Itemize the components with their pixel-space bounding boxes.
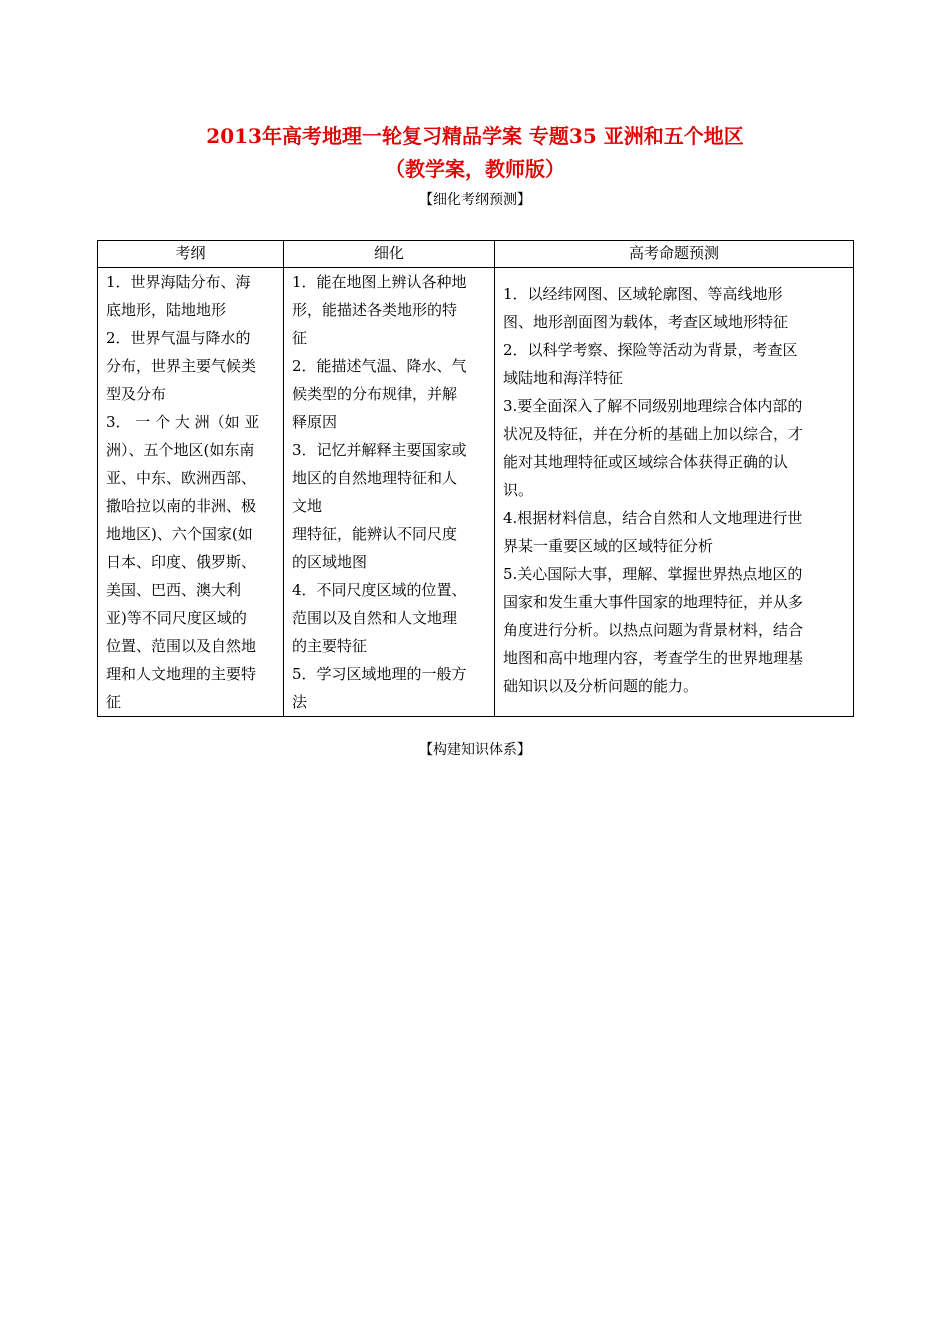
header-refinement: 细化 (284, 241, 495, 268)
cell-line: 3.要全面深入了解不同级别地理综合体内部的 (503, 397, 803, 415)
cell-line: 能对其地理特征或区域综合体获得正确的认 (503, 453, 789, 471)
cell-line: 日本、印度、俄罗斯、 (106, 553, 257, 571)
cell-line: 位置、范围以及自然地 (106, 637, 257, 655)
cell-line: 5.关心国际大事，理解、掌握世界热点地区的 (503, 565, 803, 583)
cell-line: 理特征，能辨认不同尺度 (292, 525, 458, 543)
cell-line: 2．世界气温与降水的 (106, 329, 251, 347)
cell-line: 底地形，陆地地形 (106, 301, 227, 319)
cell-line: 征 (292, 329, 308, 347)
cell-line: 域陆地和海洋特征 (503, 369, 624, 387)
cell-line: 分布，世界主要气候类 (106, 357, 257, 375)
cell-line: 的主要特征 (292, 637, 368, 655)
cell-line: 征 (106, 693, 122, 711)
refinement-cell (284, 268, 495, 717)
table-header-row (98, 241, 854, 268)
cell-line: 界某一重要区域的区域特征分析 (503, 537, 714, 555)
cell-line: 范围以及自然和人文地理 (292, 609, 458, 627)
cell-line: 图、地形剖面图为载体，考查区域地形特征 (503, 313, 789, 331)
cell-line: 候类型的分布规律，并解 (292, 385, 458, 403)
section-heading-knowledge-system: 【构建知识体系】 (419, 742, 531, 758)
cell-line: 3． 一 个 大 洲（如 亚 (106, 413, 260, 431)
cell-line: 美国、巴西、澳大利 (106, 581, 242, 599)
cell-line: 地地区)、六个国家(如 (106, 525, 253, 543)
cell-line: 的区域地图 (292, 553, 368, 571)
cell-line: 4．不同尺度区域的位置、 (292, 581, 467, 599)
cell-line: 洲）、五个地区(如东南 (106, 441, 255, 459)
document-subtitle: （教学案，教师版） (385, 157, 565, 181)
cell-line: 2．能描述气温、降水、气 (292, 357, 467, 375)
cell-line: 法 (292, 693, 308, 711)
cell-line: 国家和发生重大事件国家的地理特征，并从多 (503, 593, 804, 611)
header-exam-forecast: 高考命题预测 (495, 241, 854, 268)
cell-line: 1．世界海陆分布、海 (106, 273, 251, 291)
cell-line: 亚)等不同尺度区域的 (106, 609, 247, 627)
cell-line: 础知识以及分析问题的能力。 (503, 677, 699, 695)
cell-line: 亚、中东、欧洲西部、 (106, 469, 257, 487)
cell-line: 地区的自然地理特征和人 (292, 469, 458, 487)
cell-line: 理和人文地理的主要特 (106, 665, 257, 683)
cell-line: 释原因 (292, 413, 338, 431)
cell-line: 2．以科学考察、探险等活动为背景，考查区 (503, 341, 798, 359)
cell-line: 1．以经纬网图、区域轮廓图、等高线地形 (503, 285, 783, 303)
section-heading-outline-forecast: 【细化考纲预测】 (419, 192, 531, 208)
cell-line: 识。 (503, 481, 534, 499)
cell-line: 地图和高中地理内容，考查学生的世界地理基 (503, 649, 804, 667)
table-row (98, 268, 854, 717)
document-title: 2013年高考地理一轮复习精品学案 专题35 亚洲和五个地区 (206, 124, 744, 148)
outline-table (97, 240, 854, 717)
cell-line: 撒哈拉以南的非洲、极 (106, 497, 257, 515)
cell-line: 1．能在地图上辨认各种地 (292, 273, 467, 291)
outline-cell (98, 268, 284, 717)
cell-line: 形，能描述各类地形的特 (292, 301, 458, 319)
cell-line: 角度进行分析。以热点问题为背景材料，结合 (503, 621, 804, 639)
exam-forecast-cell (495, 268, 854, 717)
cell-line: 4.根据材料信息，结合自然和人文地理进行世 (503, 509, 803, 527)
cell-line: 文地 (292, 497, 323, 515)
cell-line: 3．记忆并解释主要国家或 (292, 441, 467, 459)
header-outline: 考纲 (98, 241, 284, 268)
cell-line: 型及分布 (106, 385, 167, 403)
cell-line: 5．学习区域地理的一般方 (292, 665, 467, 683)
cell-line: 状况及特征，并在分析的基础上加以综合，才 (503, 425, 804, 443)
